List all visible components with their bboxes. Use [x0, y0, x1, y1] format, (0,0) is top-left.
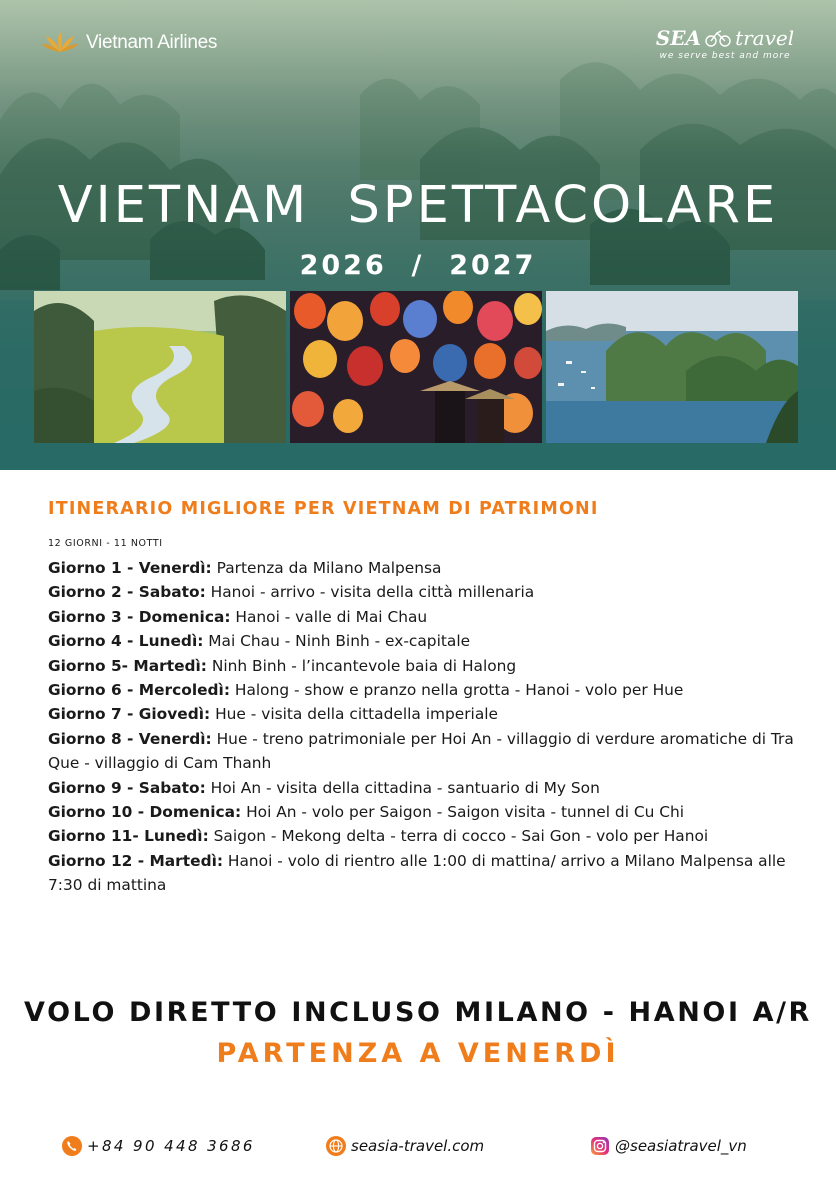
- list-item: [48, 824, 808, 848]
- day-label: Giorno 8 - Venerdì:: [48, 729, 212, 748]
- day-description: Mai Chau - Ninh Binh - ex-capitale: [203, 632, 471, 651]
- day-description: Hue - treno patrimoniale per Hoi An - villaggio di verdure aromatiche di Tra Que - villaggio di Cam Thanh: [48, 729, 794, 773]
- brand-tagline: we serve best and more: [659, 51, 791, 61]
- day-description: Hanoi - volo di rientro alle 1:00 di mattina/ arrivo a Milano Malpensa alle 7:30 di mattina: [48, 851, 786, 895]
- day-description: Halong - show e pranzo nella grotta - Hanoi - volo per Hue: [229, 681, 684, 700]
- direct-flight-banner: VOLO DIRETTO INCLUSO MILANO - HANOI A/R: [24, 997, 812, 1028]
- day-label: Giorno 11- Lunedì:: [48, 827, 209, 846]
- list-item: [48, 849, 808, 898]
- day-description: Hue - visita della cittadella imperiale: [210, 705, 499, 724]
- instagram-handle[interactable]: @seasiatravel_vn: [615, 1137, 747, 1155]
- day-description: Hoi An - volo per Saigon - Saigon visita - tunnel di Cu Chi: [241, 803, 685, 822]
- list-item: [48, 556, 808, 580]
- list-item: [48, 629, 808, 653]
- list-item: [48, 776, 808, 800]
- phone-contact[interactable]: [62, 1136, 255, 1156]
- cyclo-icon: [705, 29, 731, 47]
- phone-icon: [62, 1136, 82, 1156]
- brand-name-sea: SEA: [655, 26, 702, 50]
- list-item: [48, 605, 808, 629]
- list-item: [48, 702, 808, 726]
- day-label: Giorno 5- Martedì:: [48, 656, 207, 675]
- list-item: [48, 678, 808, 702]
- itinerary-duration: 12 GIORNI - 11 NOTTI: [48, 538, 163, 549]
- list-item: [48, 727, 808, 776]
- globe-icon: [326, 1136, 346, 1156]
- sea-travel-logo: [650, 26, 800, 61]
- day-description: Hanoi - arrivo - visita della città millenaria: [205, 583, 535, 602]
- rice-field-river-photo: [34, 291, 286, 443]
- day-label: Giorno 12 - Martedì:: [48, 851, 224, 870]
- halong-bay-photo: [546, 291, 798, 443]
- years-subtitle: 2026 / 2027: [299, 250, 537, 281]
- itinerary-list: [48, 556, 808, 898]
- day-description: Partenza da Milano Malpensa: [211, 559, 442, 577]
- day-label: Giorno 10 - Domenica:: [48, 803, 242, 822]
- day-label: Giorno 7 - Giovedì:: [48, 705, 211, 724]
- day-description: Hanoi - valle di Mai Chau: [230, 607, 428, 626]
- instagram-contact[interactable]: [590, 1136, 747, 1156]
- day-label: Giorno 1 - Venerdì:: [48, 559, 212, 577]
- day-label: Giorno 2 - Sabato:: [48, 583, 206, 602]
- day-description: Saigon - Mekong delta - terra di cocco - Sai Gon - volo per Hanoi: [208, 827, 709, 846]
- lotus-icon: [40, 30, 80, 56]
- day-description: Hoi An - visita della cittadina - santuario di My Son: [205, 778, 600, 797]
- page-title: VIETNAM SPETTACOLARE: [57, 176, 779, 235]
- website-link[interactable]: seasia-travel.com: [351, 1137, 485, 1155]
- day-label: Giorno 6 - Mercoledì:: [48, 681, 230, 700]
- airline-logo-text: Vietnam Airlines: [86, 32, 218, 53]
- hoi-an-lanterns-photo: [290, 291, 542, 443]
- day-label: Giorno 4 - Lunedì:: [48, 632, 204, 651]
- day-label: Giorno 3 - Domenica:: [48, 607, 231, 626]
- brand-name-travel: travel: [735, 26, 795, 50]
- departure-day-banner: PARTENZA A VENERDÌ: [216, 1038, 620, 1069]
- list-item: [48, 580, 808, 604]
- hero-banner: [0, 0, 836, 470]
- list-item: [48, 800, 808, 824]
- phone-number[interactable]: +84 90 448 3686: [87, 1137, 255, 1155]
- day-description: Ninh Binh - l’incantevole baia di Halong: [206, 656, 517, 675]
- list-item: [48, 654, 808, 678]
- vietnam-airlines-logo: [40, 30, 217, 56]
- day-label: Giorno 9 - Sabato:: [48, 778, 206, 797]
- website-contact[interactable]: [326, 1136, 484, 1156]
- instagram-icon: [590, 1136, 610, 1156]
- itinerary-heading: ITINERARIO MIGLIORE PER VIETNAM DI PATRIMONI: [48, 499, 599, 519]
